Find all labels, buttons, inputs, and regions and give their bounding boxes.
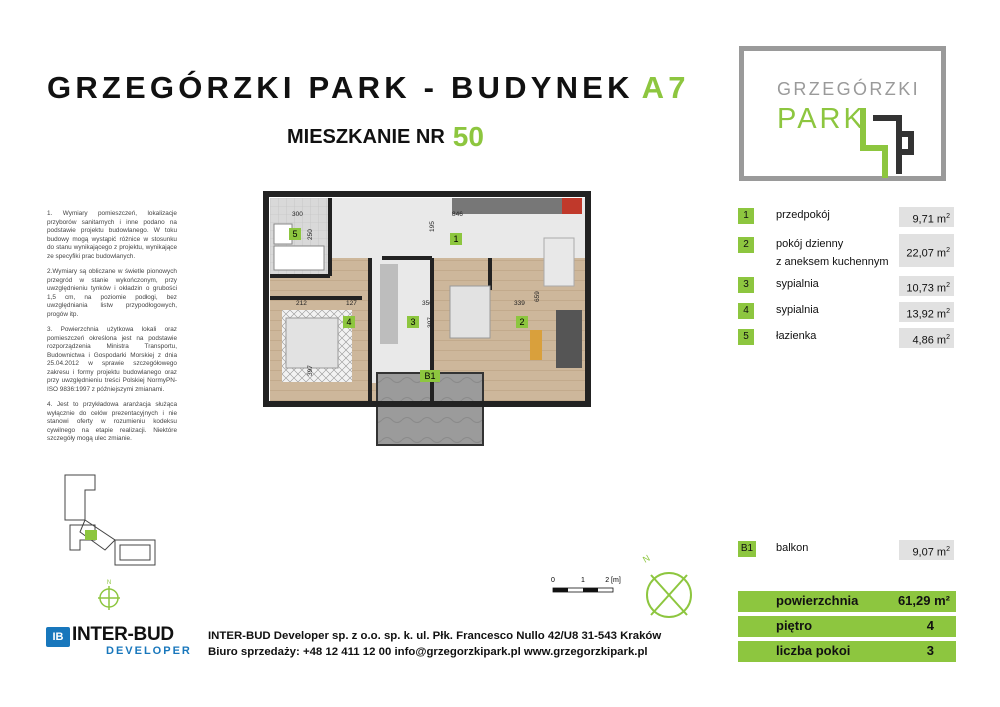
- area-unit: m: [936, 247, 947, 260]
- room-name-line1: pokój dzienny: [776, 238, 844, 250]
- room-name: łazienka: [776, 330, 817, 342]
- note-3: 3. Powierzchnia użytkowa lokali oraz pomieszczeń określona jest na podstawie rozporządzenia Ministra Transportu, Budownictwa i Gospodarki Morskiej z dnia 25.04.2012 w sprawie szczegółowego zakresu i formy projektu budowlanego oraz przy uwzględnieniu treści Polskiej NormyPN-ISO 9836:1997 z późniejszymi zmianami.: [47, 326, 177, 393]
- page-title: [47, 70, 690, 106]
- dim-659: 659: [534, 291, 541, 302]
- room-area: [899, 328, 954, 348]
- area-sup: 2: [946, 308, 950, 315]
- dim-846: 846: [452, 211, 463, 218]
- balcony-row: [738, 538, 956, 564]
- area-value: 22,07: [906, 247, 934, 260]
- footer-line1: INTER-BUD Developer sp. z o.o. sp. k. ul. Płk. Francesco Nullo 42/U8 31-543 Kraków: [208, 630, 662, 642]
- note-1: 1. Wymiary pomieszczeń, lokalizacje przyborów sanitarnych i inne podano na podstawie projektu budowlanego. W toku budowy mogą wystąpić różnice w stosunku do stanu wynikającego z projektu, wynikające ze specyfiki prac budowlanych.: [47, 210, 177, 260]
- room-row: [738, 326, 956, 352]
- room-area: [899, 207, 954, 227]
- room-tag-1: 1: [453, 234, 459, 244]
- summary-row-floor: [738, 616, 956, 637]
- footer-contact: [208, 628, 661, 660]
- room-name: sypialnia: [776, 278, 819, 290]
- area-value: 4,86: [912, 334, 934, 347]
- north-arrow-small-icon: [96, 578, 122, 612]
- developer-name: INTER-BUD: [72, 624, 174, 645]
- summary-label: powierzchnia: [776, 593, 859, 608]
- room-tag-2: 2: [519, 317, 525, 327]
- scale-bar: [545, 572, 635, 598]
- dim-127: 127: [346, 300, 357, 307]
- svg-text:N: N: [641, 553, 652, 565]
- room-number: 3: [738, 277, 754, 293]
- apartment-subtitle: [287, 118, 484, 150]
- room-tag-4: 4: [346, 317, 352, 327]
- room-row: [738, 234, 956, 274]
- dim-356: 356: [422, 300, 433, 307]
- area-sup: 2: [946, 334, 950, 341]
- dim-300: 300: [292, 211, 303, 218]
- note-2: 2.Wymiary są obliczane w świetle pionowych przegród w stanie wykończonym, przy uwzględnieniu tynków i okładzin o grubości 1,5 cm, na poziomie podłogi, bez uwzględniania listw przypodłogowych, progów itp.: [47, 268, 177, 318]
- room-row: [738, 205, 956, 231]
- room-number: 2: [738, 237, 754, 253]
- apartment-number: 50: [452, 121, 484, 152]
- scale-tick-2: 2 [m]: [605, 577, 621, 584]
- scale-tick-0: 0: [551, 577, 555, 584]
- area-value: 9,07: [912, 546, 934, 559]
- area-value: 9,71: [912, 213, 934, 226]
- room-tag-5: 5: [292, 229, 298, 239]
- dim-250: 250: [307, 229, 314, 240]
- note-4: 4. Jest to przykładowa aranżacja służąca wyłącznie do celów prezentacyjnych i nie stanowi oferty w rozumieniu kodeksu cywilnego na etapie realizacji. Niektóre szczegóły mogą ulec zmianie.: [47, 401, 177, 443]
- inter-bud-logo: [46, 624, 192, 657]
- room-name: sypialnia: [776, 304, 819, 316]
- room-tag-b1: B1: [424, 371, 436, 381]
- room-name-line2: z aneksem kuchennym: [776, 256, 889, 268]
- area-value: 10,73: [906, 282, 934, 295]
- room-area: [899, 234, 954, 267]
- room-number: 1: [738, 208, 754, 224]
- north-arrow-icon: [637, 553, 697, 623]
- room-tag-3: 3: [410, 317, 416, 327]
- area-unit: m: [936, 308, 947, 321]
- logo-mark-icon: [859, 104, 919, 182]
- room-number: 4: [738, 303, 754, 319]
- dim-339: 339: [514, 300, 525, 307]
- summary-value: 4: [926, 618, 934, 633]
- grzegorzki-park-logo: [739, 46, 946, 181]
- dim-397: 397: [307, 365, 314, 376]
- summary-label: liczba pokoi: [776, 643, 851, 658]
- summary-row-rooms: [738, 641, 956, 662]
- balcony-number: B1: [738, 541, 756, 557]
- logo-line1: GRZEGÓRZKI: [777, 79, 921, 99]
- summary-label: piętro: [776, 618, 813, 633]
- summary-value: 3: [926, 643, 934, 658]
- room-area: [899, 302, 954, 322]
- dim-195: 195: [429, 221, 436, 232]
- room-name: przedpokój: [776, 209, 830, 221]
- area-sup: 2: [946, 546, 950, 553]
- summary-row-area: [738, 591, 956, 612]
- area-unit: m: [936, 213, 947, 226]
- room-name: [776, 237, 889, 269]
- dim-307: 307: [427, 317, 434, 328]
- balcony-name: balkon: [776, 542, 809, 554]
- area-value: 13,92: [906, 308, 934, 321]
- summary-value: 61,29 m²: [897, 593, 950, 608]
- area-unit: m: [936, 282, 947, 295]
- balcony-area: [899, 540, 954, 560]
- subtitle-text: MIESZKANIE NR: [287, 126, 445, 148]
- room-row: [738, 300, 956, 326]
- dim-212: 212: [296, 300, 307, 307]
- title-text: GRZEGÓRZKI PARK - BUDYNEK: [47, 70, 634, 105]
- logo-line2: PARK: [777, 103, 866, 135]
- area-sup: 2: [946, 282, 950, 289]
- area-unit: m: [936, 334, 947, 347]
- area-unit: m: [936, 546, 947, 559]
- building-code: A7: [641, 70, 690, 105]
- compass-north-label: N: [106, 580, 112, 586]
- notes: [47, 210, 177, 451]
- area-sup: 2: [946, 247, 950, 254]
- developer-sub: DEVELOPER: [106, 645, 192, 657]
- ib-mark-icon: IB: [46, 627, 70, 647]
- area-sup: 2: [946, 213, 950, 220]
- floor-plan: [262, 190, 592, 448]
- room-area: [899, 276, 954, 296]
- site-plan: [55, 470, 170, 580]
- room-row: [738, 274, 956, 300]
- room-number: 5: [738, 329, 754, 345]
- scale-tick-1: 1: [581, 577, 585, 584]
- footer-line2: Biuro sprzedaży: +48 12 411 12 00 info@grzegorzkipark.pl www.grzegorzkipark.pl: [208, 646, 648, 658]
